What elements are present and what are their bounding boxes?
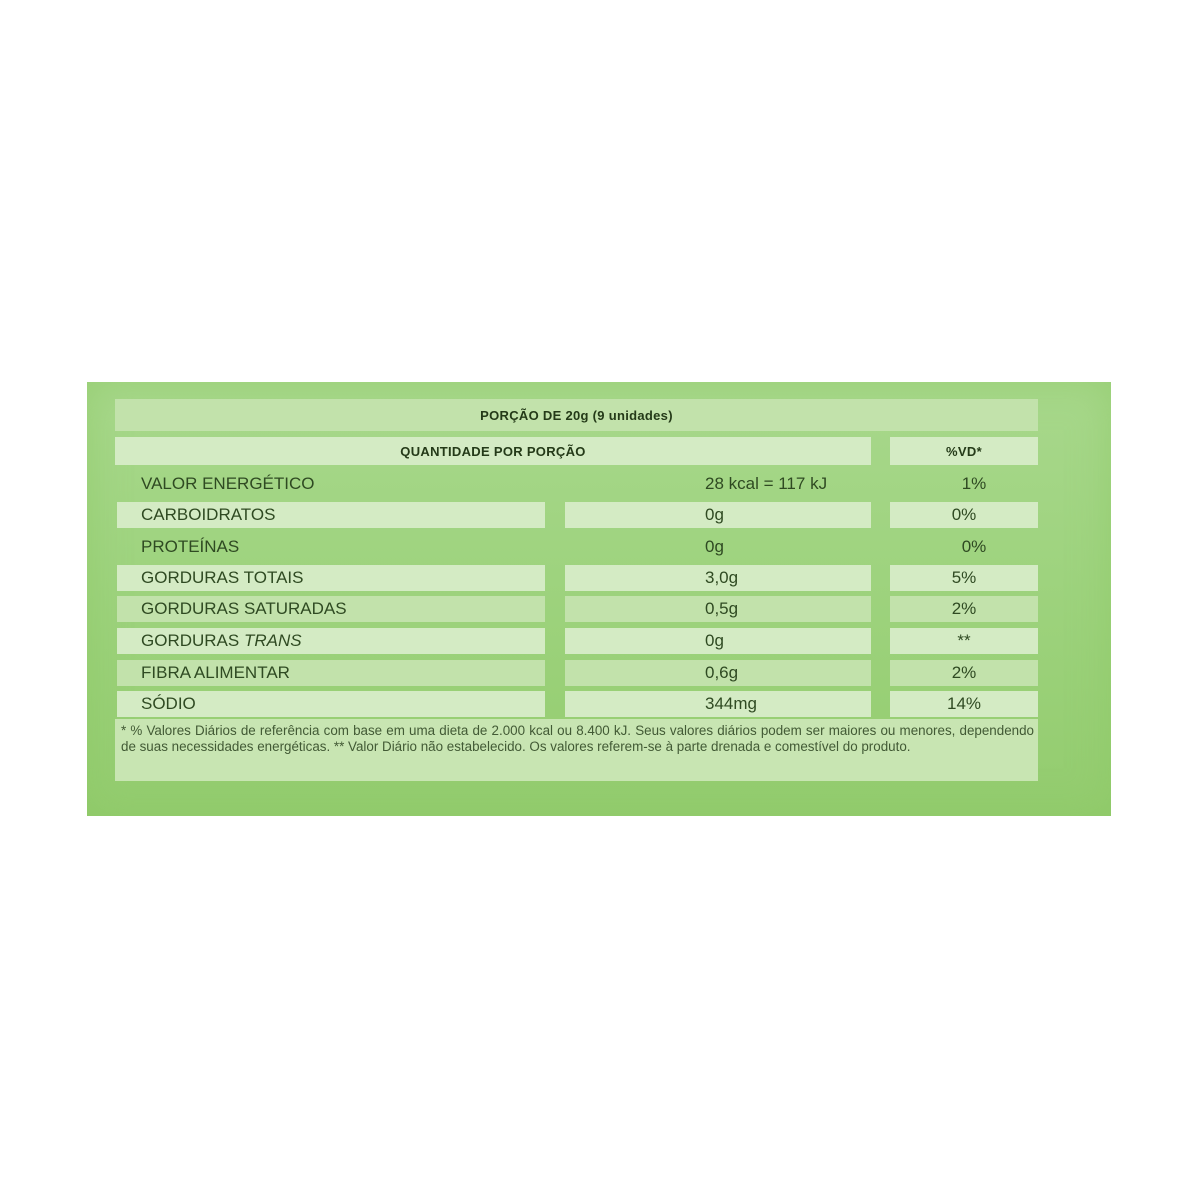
- row-label-valor-energetico: VALOR ENERGÉTICO: [141, 474, 315, 493]
- row-amount-sodio: 344mg: [565, 691, 871, 717]
- row-amount-gorduras-totais: 3,0g: [565, 565, 871, 591]
- row-vd-valor-energetico: 1%: [961, 474, 987, 493]
- quantity-header: QUANTIDADE POR PORÇÃO: [115, 437, 871, 465]
- row-vd-gorduras-trans: **: [890, 628, 1038, 654]
- row-amount-gorduras-saturadas: 0,5g: [565, 596, 871, 622]
- row-vd-gorduras-totais: 5%: [890, 565, 1038, 591]
- row-label-carboidratos: CARBOIDRATOS: [117, 502, 545, 528]
- row-vd-carboidratos: 0%: [890, 502, 1038, 528]
- row-label-gorduras-trans: [117, 628, 545, 654]
- row-label-proteinas: PROTEÍNAS: [141, 537, 240, 556]
- row-amount-proteinas: 0g: [705, 537, 724, 556]
- row-amount-fibra-alimentar: 0,6g: [565, 660, 871, 686]
- row-amount-carboidratos: 0g: [565, 502, 871, 528]
- row-amount-gorduras-trans: 0g: [565, 628, 871, 654]
- row-vd-fibra-alimentar: 2%: [890, 660, 1038, 686]
- row-vd-gorduras-saturadas: 2%: [890, 596, 1038, 622]
- row-vd-proteinas: 0%: [961, 537, 987, 556]
- row-label-fibra-alimentar: FIBRA ALIMENTAR: [117, 660, 545, 686]
- footnote: * % Valores Diários de referência com base em uma dieta de 2.000 kcal ou 8.400 kJ. Seus valores diários podem ser maiores ou menores, dependendo de suas necessidades energéticas. ** Valor Diário não estabelecido. Os valores referem-se à parte drenada e comestível do produto.: [115, 719, 1038, 781]
- row-label-gorduras-trans-text: GORDURAS: [141, 631, 240, 650]
- row-label-sodio: SÓDIO: [117, 691, 545, 717]
- row-label-gorduras-totais: GORDURAS TOTAIS: [117, 565, 545, 591]
- row-amount-valor-energetico: 28 kcal = 117 kJ: [705, 474, 828, 493]
- row-vd-sodio: 14%: [890, 691, 1038, 717]
- row-label-gorduras-saturadas: GORDURAS SATURADAS: [117, 596, 545, 622]
- vd-header: %VD*: [890, 437, 1038, 465]
- row-label-trans-italic: TRANS: [243, 631, 302, 650]
- portion-title: PORÇÃO DE 20g (9 unidades): [115, 399, 1038, 431]
